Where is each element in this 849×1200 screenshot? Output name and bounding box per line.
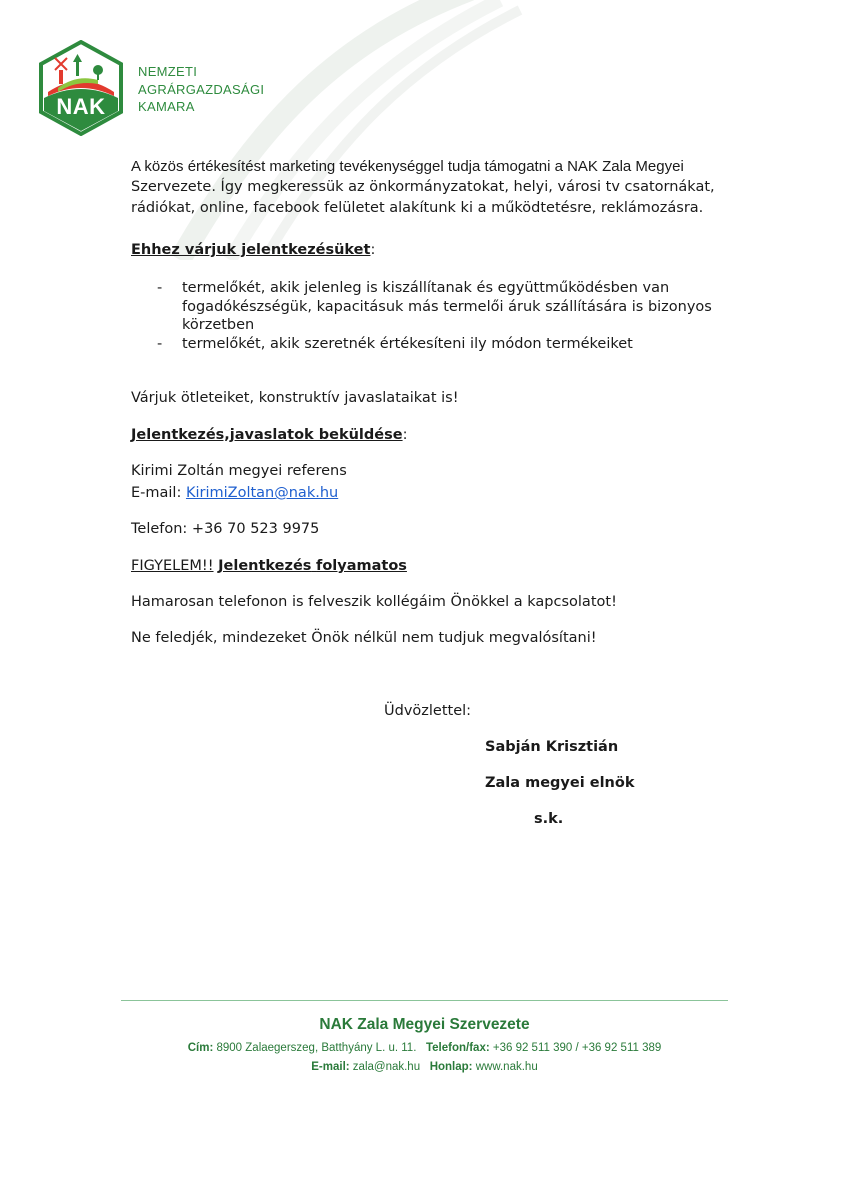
org-name-line: KAMARA (138, 99, 195, 114)
bullet-line: termelőkét, akik jelenleg is kiszállítanak és együttműködésben van (182, 280, 670, 296)
footer-contact-row (0, 1061, 849, 1073)
intro-paragraph (131, 156, 751, 219)
notice-word: Jelentkezés (218, 558, 312, 574)
bullet-list (157, 279, 757, 353)
notice (131, 558, 407, 574)
signed-mark: s.k. (534, 811, 564, 827)
web-value[interactable]: www.nak.hu (472, 1061, 538, 1073)
address-label: Cím: (187, 1042, 214, 1054)
footer-email-value[interactable]: zala@nak.hu (349, 1061, 421, 1073)
greeting: Üdvözlettel: (384, 703, 472, 719)
org-name (138, 63, 264, 116)
bullet-dash: - (157, 280, 163, 296)
email-link[interactable]: KirimiZoltan@nak.hu (185, 485, 339, 501)
footer-org: NAK Zala Megyei Szervezete (319, 1016, 530, 1033)
email-label: E-mail: (131, 485, 186, 501)
contact-name: Kirimi Zoltán megyei referens (131, 463, 347, 479)
intro-line: Szervezete. Így megkeressük az önkormányzatokat, helyi, városi tv csatornákat, (131, 179, 715, 195)
notice-word: folyamatos (316, 558, 407, 574)
bullet-line: körzetben (182, 317, 255, 333)
section-heading-colon: : (370, 242, 376, 258)
footer-email-label: E-mail: (311, 1061, 350, 1073)
address-value: 8900 Zalaegerszeg, Batthyány L. u. 11. (213, 1042, 417, 1054)
web-label: Honlap: (429, 1061, 473, 1073)
section-heading (131, 427, 407, 443)
bullet-line: fogadókészségük, kapacitásuk más termelői áruk szállítására is bizonyos (182, 298, 712, 315)
nak-logo (38, 40, 124, 136)
section-heading-text: Jelentkezés,javaslatok beküldése (131, 427, 403, 443)
signer-name: Sabján Krisztián (485, 739, 619, 755)
logo-text: NAK (56, 94, 106, 119)
list-item (157, 279, 757, 335)
contact-email-row (131, 485, 338, 501)
phone-label: Telefon/fax: (425, 1042, 490, 1054)
notice-prefix: FIGYELEM!! (131, 558, 214, 574)
section-heading-text: Ehhez várjuk jelentkezésüket (131, 242, 371, 258)
footer-divider (121, 1000, 728, 1001)
org-name-line: NEMZETI (138, 64, 198, 79)
footer-address-row (0, 1042, 849, 1054)
background-swoosh (0, 0, 849, 260)
intro-line: rádiókat, online, facebook felületet alakítunk ki a működtetésre, reklámozásra. (131, 200, 704, 216)
soon-text: Hamarosan telefonon is felveszik kollégáim Önökkel a kapcsolatot! (131, 594, 617, 610)
intro-line: A közös értékesítést marketing tevékenységgel tudja támogatni a NAK Zala Megyei (131, 158, 684, 175)
list-item (157, 335, 757, 354)
org-name-line: AGRÁRGAZDASÁGI (138, 81, 265, 97)
bullet-dash: - (157, 335, 163, 352)
signer-title: Zala megyei elnök (485, 775, 635, 791)
phone-value: +36 92 511 390 / +36 92 511 389 (489, 1042, 662, 1054)
section-heading (131, 242, 375, 258)
contact-phone: Telefon: +36 70 523 9975 (131, 521, 320, 537)
section-heading-colon: : (402, 427, 408, 443)
ideas-text: Várjuk ötleteiket, konstruktív javaslataikat is! (131, 390, 459, 406)
closing-remark: Ne feledjék, mindezeket Önök nélkül nem tudjuk megvalósítani! (131, 630, 597, 646)
bullet-line: termelőkét, akik szeretnék értékesíteni ily módon termékeiket (182, 335, 633, 352)
